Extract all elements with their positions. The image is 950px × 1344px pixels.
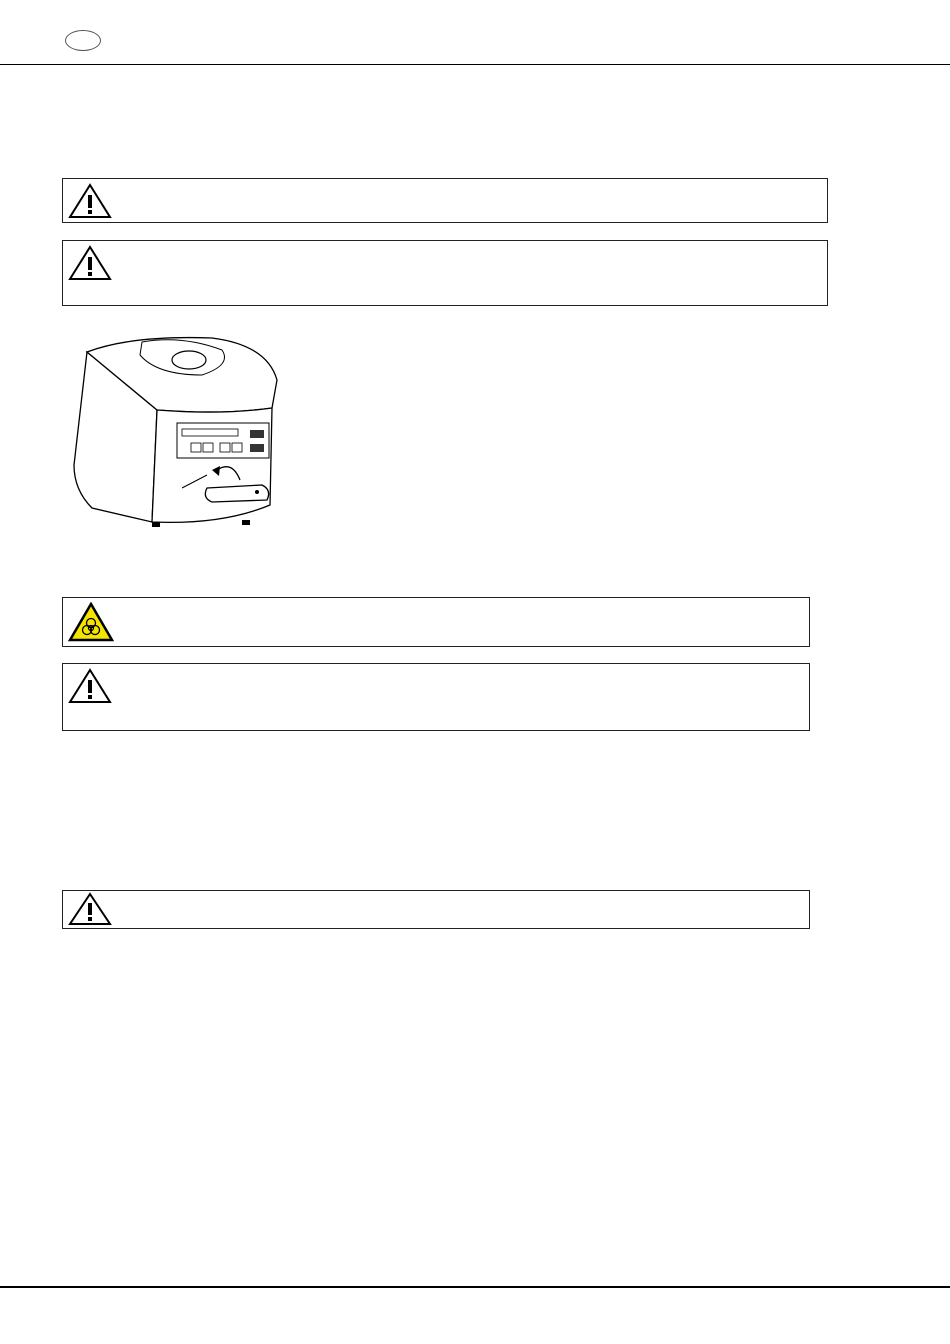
warning-triangle-icon [68, 245, 112, 281]
centrifuge-illustration [62, 330, 284, 535]
footer-rule [0, 1286, 950, 1288]
header-rule [0, 64, 950, 65]
warning-triangle-icon [68, 668, 112, 704]
biohazard-notice [62, 597, 810, 647]
language-badge-icon [65, 30, 101, 51]
warning-notice-4 [62, 890, 810, 929]
warning-notice-1 [62, 178, 828, 223]
warning-triangle-icon [68, 183, 112, 219]
warning-notice-3 [62, 663, 810, 731]
warning-notice-2 [62, 240, 828, 306]
warning-triangle-icon [68, 892, 112, 926]
biohazard-icon [68, 602, 114, 642]
